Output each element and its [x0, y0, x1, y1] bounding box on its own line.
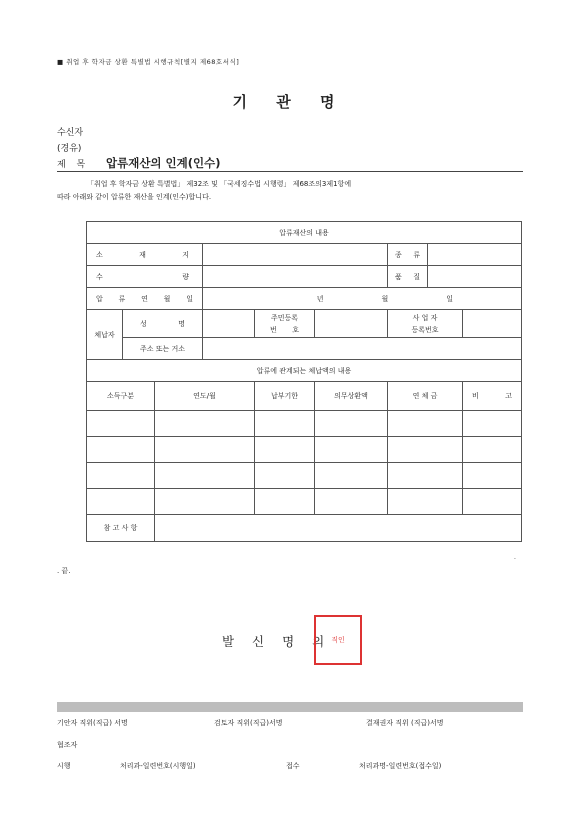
table-cell[interactable] [87, 463, 155, 489]
seizure-table [86, 221, 522, 542]
table-cell[interactable] [255, 437, 315, 463]
recipient-label: 수신자 [57, 128, 84, 138]
section-header-arrears: 압류에 관계되는 체납액의 내용 [87, 360, 522, 382]
name-label: 성 명 [123, 310, 203, 338]
end-mark: . 끝. [57, 567, 71, 575]
col-late-fee: 연 체 금 [388, 382, 463, 411]
col-year-month: 연도/월 [155, 382, 255, 411]
col-due-date: 납부기한 [255, 382, 315, 411]
regulation-reference: ■ 취업 후 학자금 상환 특별법 시행규칙[별지 제68호서식] [57, 58, 240, 66]
table-cell[interactable] [388, 463, 463, 489]
rrn-value[interactable] [315, 310, 388, 338]
table-cell[interactable] [87, 489, 155, 515]
seizure-date-label: 압 류 연 월 일 [87, 288, 203, 310]
table-cell[interactable] [463, 463, 522, 489]
table-cell[interactable] [315, 437, 388, 463]
body-line-1: 「취업 후 학자금 상환 특별법」 제32조 및 「국세징수법 시행령」 제68조의3제1항에 [87, 180, 352, 188]
table-cell[interactable] [155, 463, 255, 489]
notes-label: 참 고 사 항 [87, 515, 155, 542]
enforcement-number: 처리과-일련번호(시행일) [120, 762, 196, 770]
seal-label: 직인 [331, 636, 345, 644]
subject-value: 압류재산의 인계(인수) [106, 156, 221, 170]
table-cell[interactable] [87, 411, 155, 437]
reviewer-label: 검토자 직위(직급)서명 [214, 719, 283, 727]
rrn-label: 주민등록 번 호 [255, 310, 315, 338]
body-text [57, 178, 523, 204]
biz-number-label: 사 업 자 등록번호 [388, 310, 463, 338]
address-value[interactable] [203, 338, 522, 360]
seizure-date-value[interactable]: 년 월 일 [203, 288, 522, 310]
subject-label: 제 목 [57, 160, 90, 170]
biz-number-value[interactable] [463, 310, 522, 338]
cooperator-label: 협조자 [57, 741, 78, 749]
receipt-number: 처리과명-일련번호(접수일) [359, 762, 442, 770]
table-cell[interactable] [463, 489, 522, 515]
notes-value[interactable] [155, 515, 522, 542]
table-cell[interactable] [155, 489, 255, 515]
approver-label: 결재권자 직위 (직급)서명 [366, 719, 444, 727]
sender-name: 발 신 명 의 [222, 634, 332, 649]
type-value[interactable] [428, 244, 522, 266]
table-cell[interactable] [315, 489, 388, 515]
table-cell[interactable] [155, 411, 255, 437]
table-cell[interactable] [388, 437, 463, 463]
debtor-label: 체납자 [87, 310, 123, 360]
table-cell[interactable] [388, 411, 463, 437]
quantity-label: 수 량 [87, 266, 203, 288]
quantity-value[interactable] [203, 266, 388, 288]
col-mandatory-repayment: 의무상환액 [315, 382, 388, 411]
drafter-label: 기안자 직위(직급) 서명 [57, 719, 128, 727]
table-cell[interactable] [87, 437, 155, 463]
table-cell[interactable] [463, 437, 522, 463]
quality-label: 품 질 [388, 266, 428, 288]
location-label: 소 재 지 [87, 244, 203, 266]
table-cell[interactable] [255, 489, 315, 515]
quality-value[interactable] [428, 266, 522, 288]
enforcement-label: 시행 [57, 762, 71, 770]
col-remarks: 비 고 [463, 382, 522, 411]
subject-divider [57, 171, 523, 172]
table-cell[interactable] [255, 411, 315, 437]
official-seal-box [314, 615, 362, 665]
location-value[interactable] [203, 244, 388, 266]
table-cell[interactable] [388, 489, 463, 515]
address-label: 주소 또는 거소 [123, 338, 203, 360]
receipt-label: 접수 [286, 762, 300, 770]
table-cell[interactable] [255, 463, 315, 489]
type-label: 종 류 [388, 244, 428, 266]
body-line-2: 따라 아래와 같이 압류한 재산을 인계(인수)합니다. [57, 193, 212, 201]
section-header-property: 압류재산의 내용 [87, 222, 522, 244]
table-cell[interactable] [315, 411, 388, 437]
table-cell[interactable] [315, 463, 388, 489]
name-value[interactable] [203, 310, 255, 338]
agency-title: 기 관 명 [232, 93, 347, 111]
table-cell[interactable] [155, 437, 255, 463]
via-label: (경유) [57, 144, 82, 154]
footer-divider-bar [57, 702, 523, 712]
col-income-type: 소득구분 [87, 382, 155, 411]
dot-mark: . [514, 554, 516, 561]
table-cell[interactable] [463, 411, 522, 437]
